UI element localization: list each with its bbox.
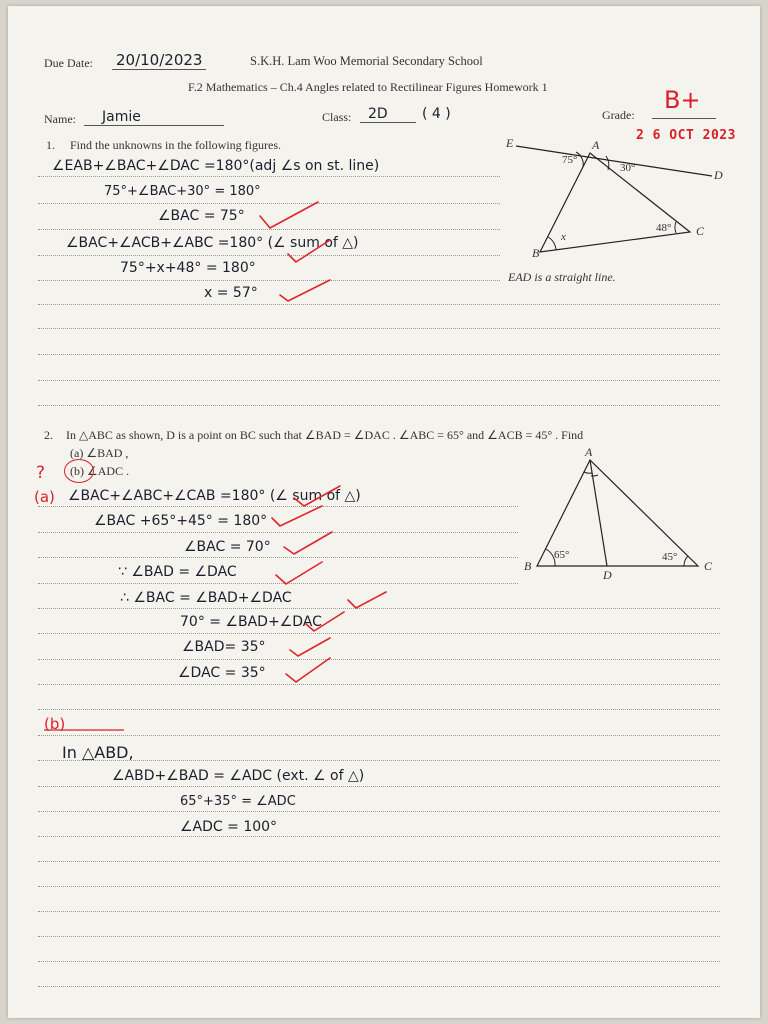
tick-mark bbox=[286, 658, 330, 682]
label-B: B bbox=[524, 559, 532, 573]
angle-48: 48° bbox=[656, 222, 672, 234]
q2a-working-line: ∠BAC+∠ABC+∠CAB =180° (∠ sum of △) bbox=[68, 488, 361, 504]
class-number: ( 4 ) bbox=[422, 106, 451, 122]
angle-45: 45° bbox=[662, 551, 678, 563]
q1-working-line: 75°+∠BAC+30° = 180° bbox=[104, 184, 261, 199]
part-a-label: (a) bbox=[34, 488, 55, 506]
q2-part-b: (b) ∠ADC . bbox=[70, 464, 130, 478]
label-D: D bbox=[603, 568, 612, 582]
tick-mark bbox=[290, 638, 330, 656]
tick-mark bbox=[294, 486, 340, 506]
q2a-working-line: ∠BAC = 70° bbox=[184, 539, 271, 555]
q2-prompt: In △ABC as shown, D is a point on BC such that ∠BAD = ∠DAC . ∠ABC = 65° and ∠ACB = 45° . Find bbox=[66, 428, 584, 442]
class-label: Class: bbox=[322, 110, 352, 124]
q1-prompt: Find the unknowns in the following figures. bbox=[70, 138, 281, 152]
q2a-working-line: ∠BAC +65°+45° = 180° bbox=[94, 513, 268, 529]
tick-mark bbox=[288, 240, 330, 262]
label-E: E bbox=[506, 136, 514, 150]
q2b-working-line: 65°+35° = ∠ADC bbox=[180, 794, 296, 809]
q1-number: 1. bbox=[46, 138, 55, 152]
label-A: A bbox=[592, 138, 600, 152]
question-mark: ? bbox=[36, 463, 46, 483]
tick-mark bbox=[306, 612, 344, 631]
label-C: C bbox=[704, 559, 713, 573]
due-date-value: 20/10/2023 bbox=[112, 51, 206, 70]
due-date-label: Due Date: bbox=[44, 56, 93, 70]
q2-number: 2. bbox=[44, 428, 53, 442]
q1-answer: x = 57° bbox=[204, 285, 258, 301]
name-label: Name: bbox=[44, 112, 76, 126]
q2a-answer: ∠BAD= 35° bbox=[182, 639, 266, 655]
school-name: S.K.H. Lam Woo Memorial Secondary School bbox=[250, 54, 483, 68]
angle-75: 75° bbox=[562, 154, 578, 166]
grade-label: Grade: bbox=[602, 108, 635, 122]
date-stamp: 2 6 OCT 2023 bbox=[636, 128, 736, 143]
label-C: C bbox=[696, 224, 705, 238]
tick-mark bbox=[280, 280, 330, 301]
part-b-label: (b) bbox=[44, 715, 66, 733]
q2a-working-line: ∵ ∠BAD = ∠DAC bbox=[118, 564, 237, 580]
label-A: A bbox=[585, 445, 593, 459]
class-value: 2D bbox=[360, 106, 416, 123]
q2b-answer: ∠ADC = 100° bbox=[180, 819, 278, 835]
q1-working-line: ∠EAB+∠BAC+∠DAC =180°(adj ∠s on st. line) bbox=[52, 158, 380, 174]
tick-mark bbox=[260, 202, 318, 228]
q2a-working-line: ∴ ∠BAC = ∠BAD+∠DAC bbox=[120, 590, 292, 606]
q1-figure-caption: EAD is a straight line. bbox=[508, 270, 616, 284]
q2a-answer: ∠DAC = 35° bbox=[178, 665, 266, 681]
tick-mark bbox=[284, 532, 332, 554]
angle-65: 65° bbox=[554, 549, 570, 561]
q1-working-line: ∠BAC = 75° bbox=[158, 208, 245, 224]
tick-mark bbox=[272, 506, 322, 526]
tick-mark bbox=[276, 562, 322, 584]
q1-working-line: ∠BAC+∠ACB+∠ABC =180° (∠ sum of △) bbox=[66, 235, 359, 251]
q1-working-line: 75°+x+48° = 180° bbox=[120, 260, 256, 276]
q2b-working-line: In △ABD, bbox=[62, 743, 134, 762]
name-value: Jamie bbox=[84, 109, 224, 126]
angle-x: x bbox=[561, 231, 566, 243]
worksheet-subtitle: F.2 Mathematics – Ch.4 Angles related to Rectilinear Figures Homework 1 bbox=[188, 80, 548, 94]
angle-30: 30° bbox=[620, 162, 636, 174]
q2b-working-line: ∠ABD+∠BAD = ∠ADC (ext. ∠ of △) bbox=[112, 768, 365, 784]
grade-value: B+ bbox=[664, 86, 701, 114]
q2-part-a: (a) ∠BAD , bbox=[70, 446, 129, 460]
label-B: B bbox=[532, 246, 540, 260]
tick-mark bbox=[348, 592, 386, 608]
q2a-working-line: 70° = ∠BAD+∠DAC bbox=[180, 614, 322, 630]
label-D: D bbox=[714, 168, 723, 182]
